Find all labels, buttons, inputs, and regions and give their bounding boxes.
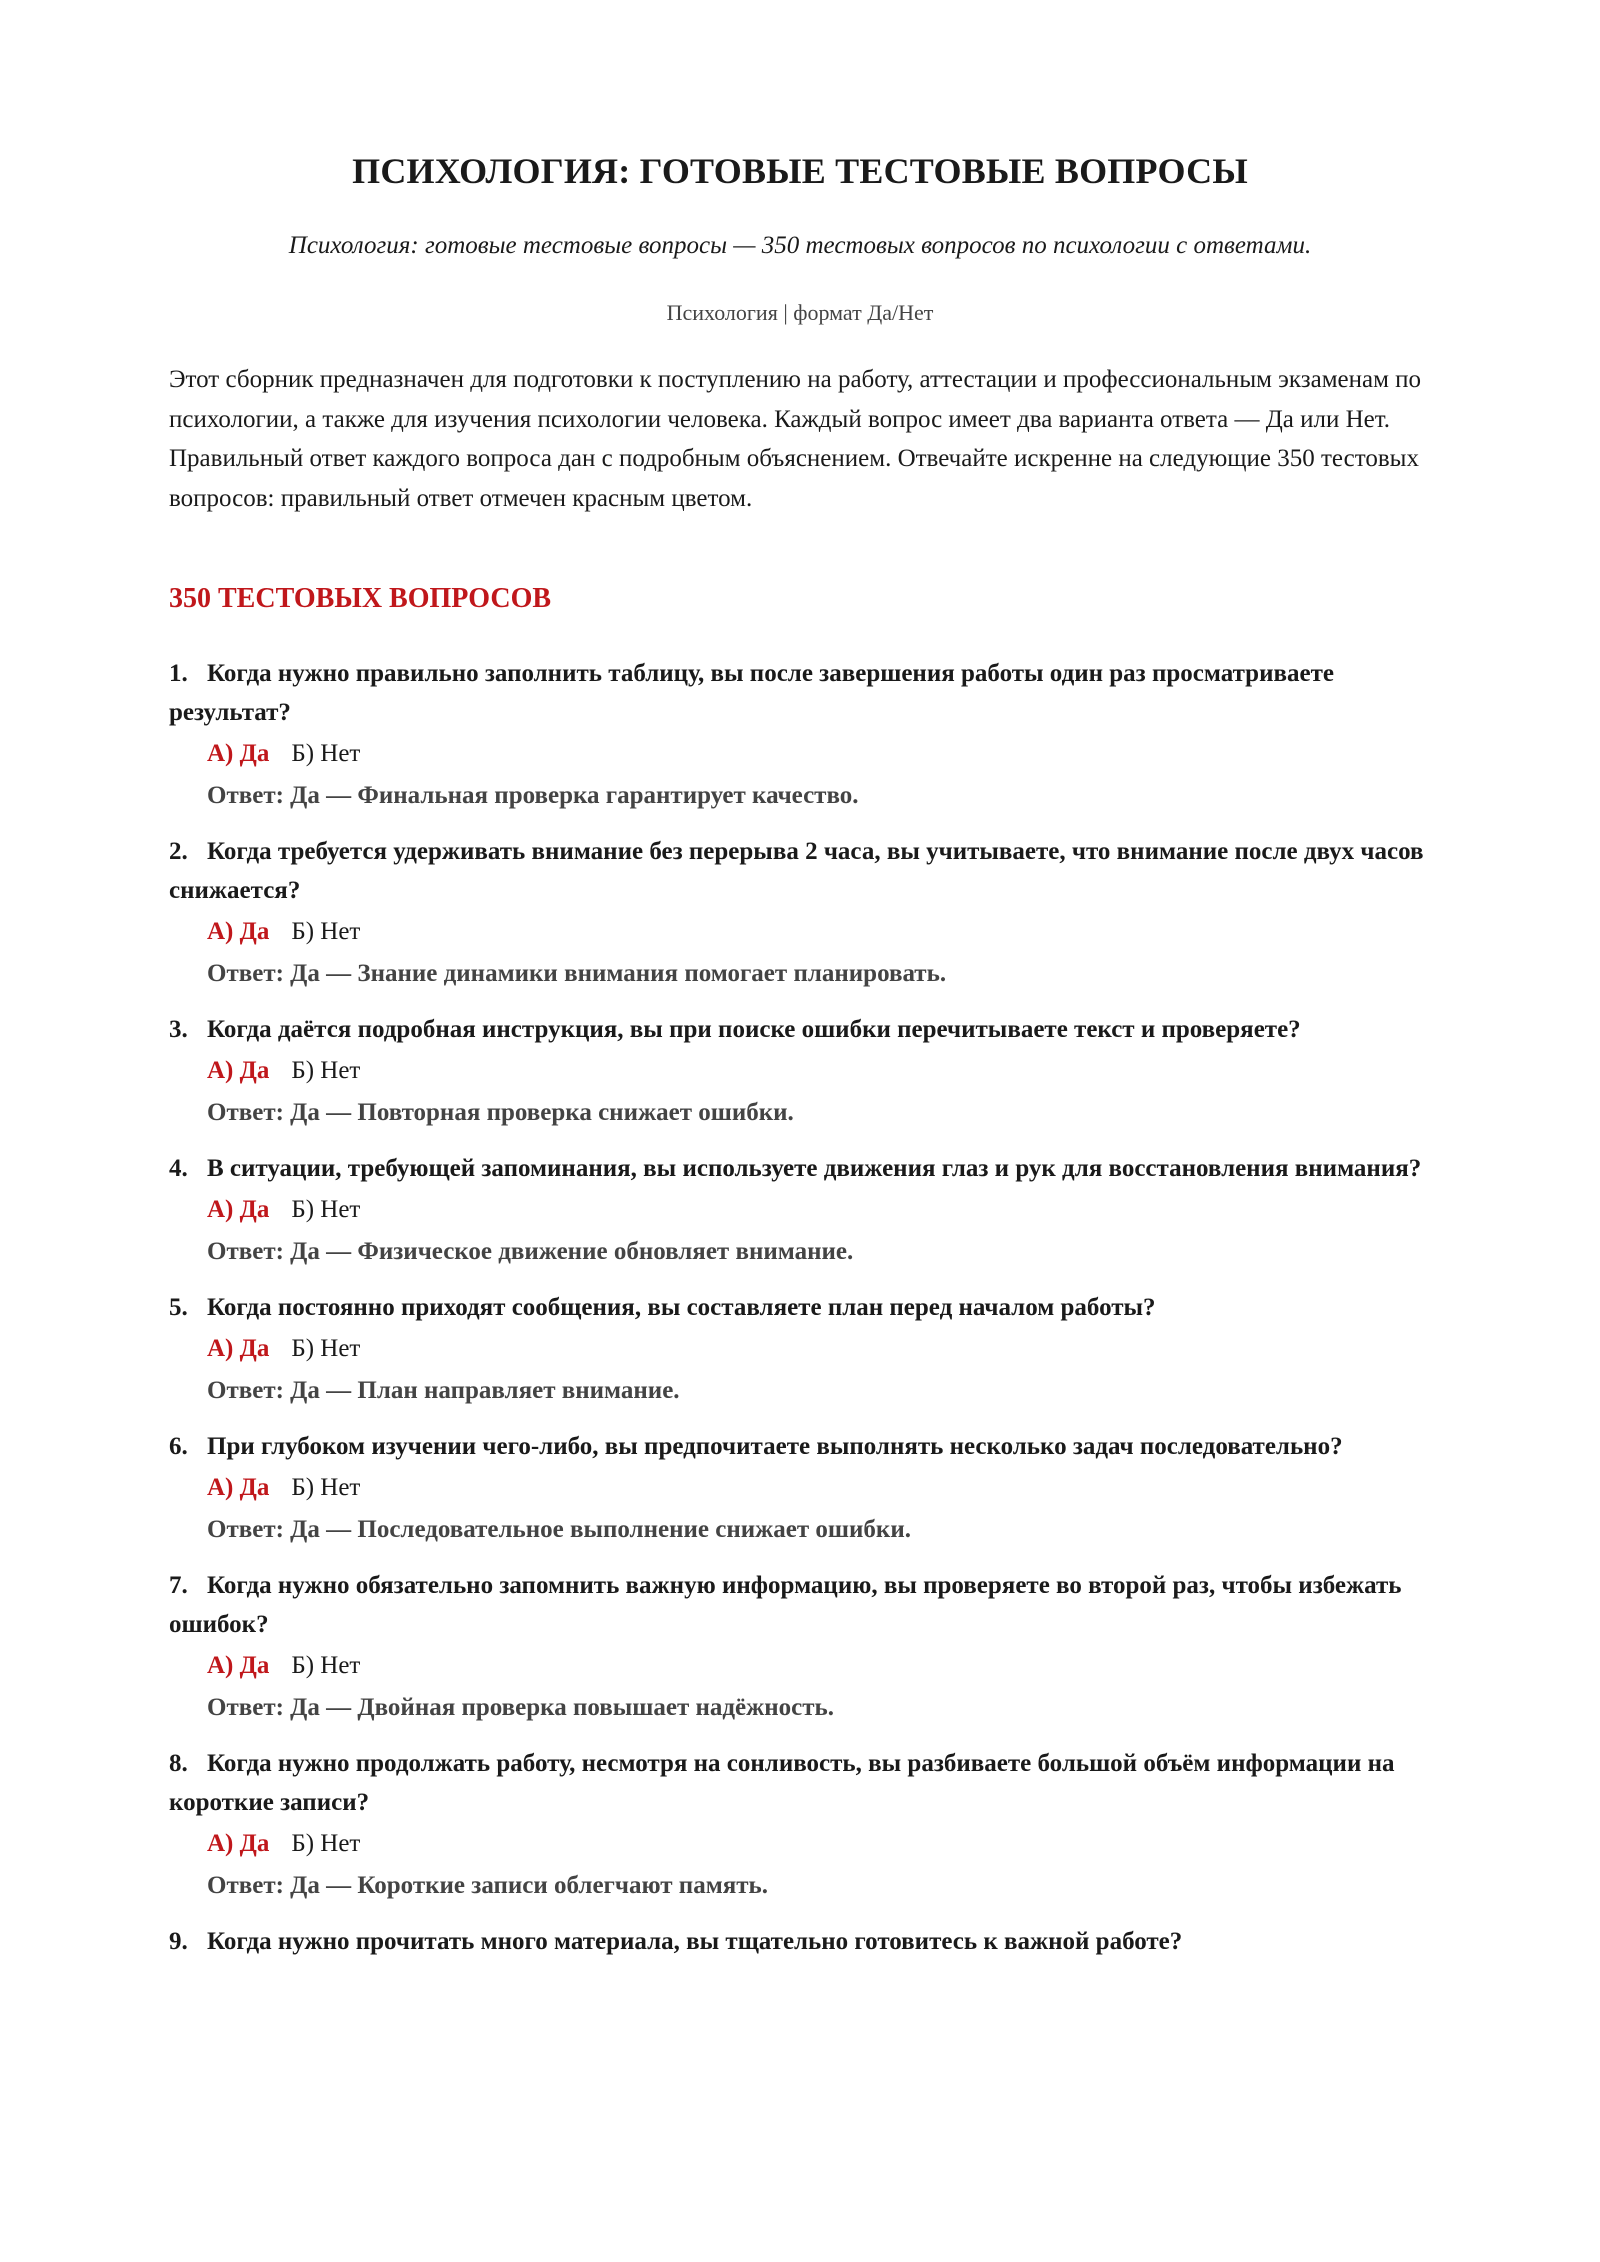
question-number: 5. (169, 1294, 188, 1321)
question-number: 6. (169, 1433, 188, 1460)
question-options (207, 913, 1431, 951)
option-a: А) Да (207, 918, 270, 945)
question-text (169, 1427, 1431, 1466)
question-item (169, 1010, 1431, 1132)
option-b: Б) Нет (291, 918, 361, 945)
question-text (169, 1566, 1431, 1644)
document-meta: Психология | формат Да/Нет (666, 300, 934, 325)
option-a: А) Да (207, 1196, 270, 1223)
option-a: А) Да (207, 1474, 270, 1501)
question-number: 2. (169, 838, 188, 865)
option-a: А) Да (207, 1057, 270, 1084)
option-b: Б) Нет (291, 1830, 361, 1857)
question-text (169, 1010, 1431, 1049)
question-options (207, 1647, 1431, 1685)
document-subtitle: Психология: готовые тестовые вопросы — 350 тестовых вопросов по психологии с ответами. (288, 232, 1312, 259)
answer-explanation: Ответ: Да — Знание динамики внимания помогает планировать. (207, 960, 947, 987)
question-item (169, 832, 1431, 993)
question-body: Когда даётся подробная инструкция, вы при поиске ошибки перечитываете текст и проверяете? (207, 1016, 1301, 1043)
question-options (207, 735, 1431, 773)
question-body: В ситуации, требующей запоминания, вы используете движения глаз и рук для восстановления внимания? (207, 1155, 1422, 1182)
option-a: А) Да (207, 1652, 270, 1679)
question-options (207, 1191, 1431, 1229)
question-item (169, 1922, 1431, 1961)
question-item (169, 1288, 1431, 1410)
question-options (207, 1825, 1431, 1863)
question-body: Когда нужно прочитать много материала, вы тщательно готовитесь к важной работе? (207, 1928, 1183, 1955)
question-item (169, 654, 1431, 815)
question-body: Когда постоянно приходят сообщения, вы составляете план перед началом работы? (207, 1294, 1156, 1321)
question-text (169, 1922, 1431, 1961)
question-item (169, 1566, 1431, 1727)
question-text (169, 832, 1431, 910)
option-b: Б) Нет (291, 1057, 361, 1084)
question-item (169, 1427, 1431, 1549)
option-a: А) Да (207, 740, 270, 767)
question-number: 7. (169, 1572, 188, 1599)
question-number: 3. (169, 1016, 188, 1043)
question-number: 9. (169, 1928, 188, 1955)
question-list (169, 654, 1431, 1978)
question-options (207, 1469, 1431, 1507)
option-b: Б) Нет (291, 740, 361, 767)
section-title: 350 ТЕСТОВЫХ ВОПРОСОВ (169, 583, 552, 614)
answer-explanation: Ответ: Да — Последовательное выполнение снижает ошибки. (207, 1516, 911, 1543)
question-options (207, 1330, 1431, 1368)
question-item (169, 1149, 1431, 1271)
question-number: 8. (169, 1750, 188, 1777)
question-body: Когда нужно правильно заполнить таблицу, вы после завершения работы один раз просматриваете результат? (169, 660, 1334, 726)
question-item (169, 1744, 1431, 1905)
answer-explanation: Ответ: Да — Физическое движение обновляет внимание. (207, 1238, 854, 1265)
question-text (169, 1744, 1431, 1822)
option-b: Б) Нет (291, 1474, 361, 1501)
document-title: ПСИХОЛОГИЯ: ГОТОВЫЕ ТЕСТОВЫЕ ВОПРОСЫ (352, 151, 1248, 191)
question-body: Когда нужно продолжать работу, несмотря на сонливость, вы разбиваете большой объём информации на короткие записи? (169, 1750, 1395, 1816)
intro-paragraph: Этот сборник предназначен для подготовки к поступлению на работу, аттестации и профессиональным экзаменам по психологии, а также для изучения психологии человека. Каждый вопрос имеет два варианта ответа — Да или Нет. Правильный ответ каждого вопроса дан с подробным объяснением. Отвечайте искренне на следующие 350 тестовых вопросов: правильный ответ отмечен красным цветом. (169, 366, 1422, 512)
question-text (169, 1288, 1431, 1327)
answer-explanation: Ответ: Да — Двойная проверка повышает надёжность. (207, 1694, 835, 1721)
question-number: 4. (169, 1155, 188, 1182)
answer-explanation: Ответ: Да — План направляет внимание. (207, 1377, 680, 1404)
question-text (169, 654, 1431, 732)
option-b: Б) Нет (291, 1652, 361, 1679)
question-number: 1. (169, 660, 188, 687)
option-a: А) Да (207, 1830, 270, 1857)
question-text (169, 1149, 1431, 1188)
question-options (207, 1052, 1431, 1090)
question-body: При глубоком изучении чего-либо, вы предпочитаете выполнять несколько задач последовательно? (207, 1433, 1343, 1460)
question-body: Когда нужно обязательно запомнить важную информацию, вы проверяете во второй раз, чтобы избежать ошибок? (169, 1572, 1402, 1638)
option-b: Б) Нет (291, 1335, 361, 1362)
answer-explanation: Ответ: Да — Короткие записи облегчают память. (207, 1872, 769, 1899)
answer-explanation: Ответ: Да — Повторная проверка снижает ошибки. (207, 1099, 794, 1126)
question-body: Когда требуется удерживать внимание без перерыва 2 часа, вы учитываете, что внимание после двух часов снижается? (169, 838, 1424, 904)
option-b: Б) Нет (291, 1196, 361, 1223)
answer-explanation: Ответ: Да — Финальная проверка гарантирует качество. (207, 782, 859, 809)
option-a: А) Да (207, 1335, 270, 1362)
